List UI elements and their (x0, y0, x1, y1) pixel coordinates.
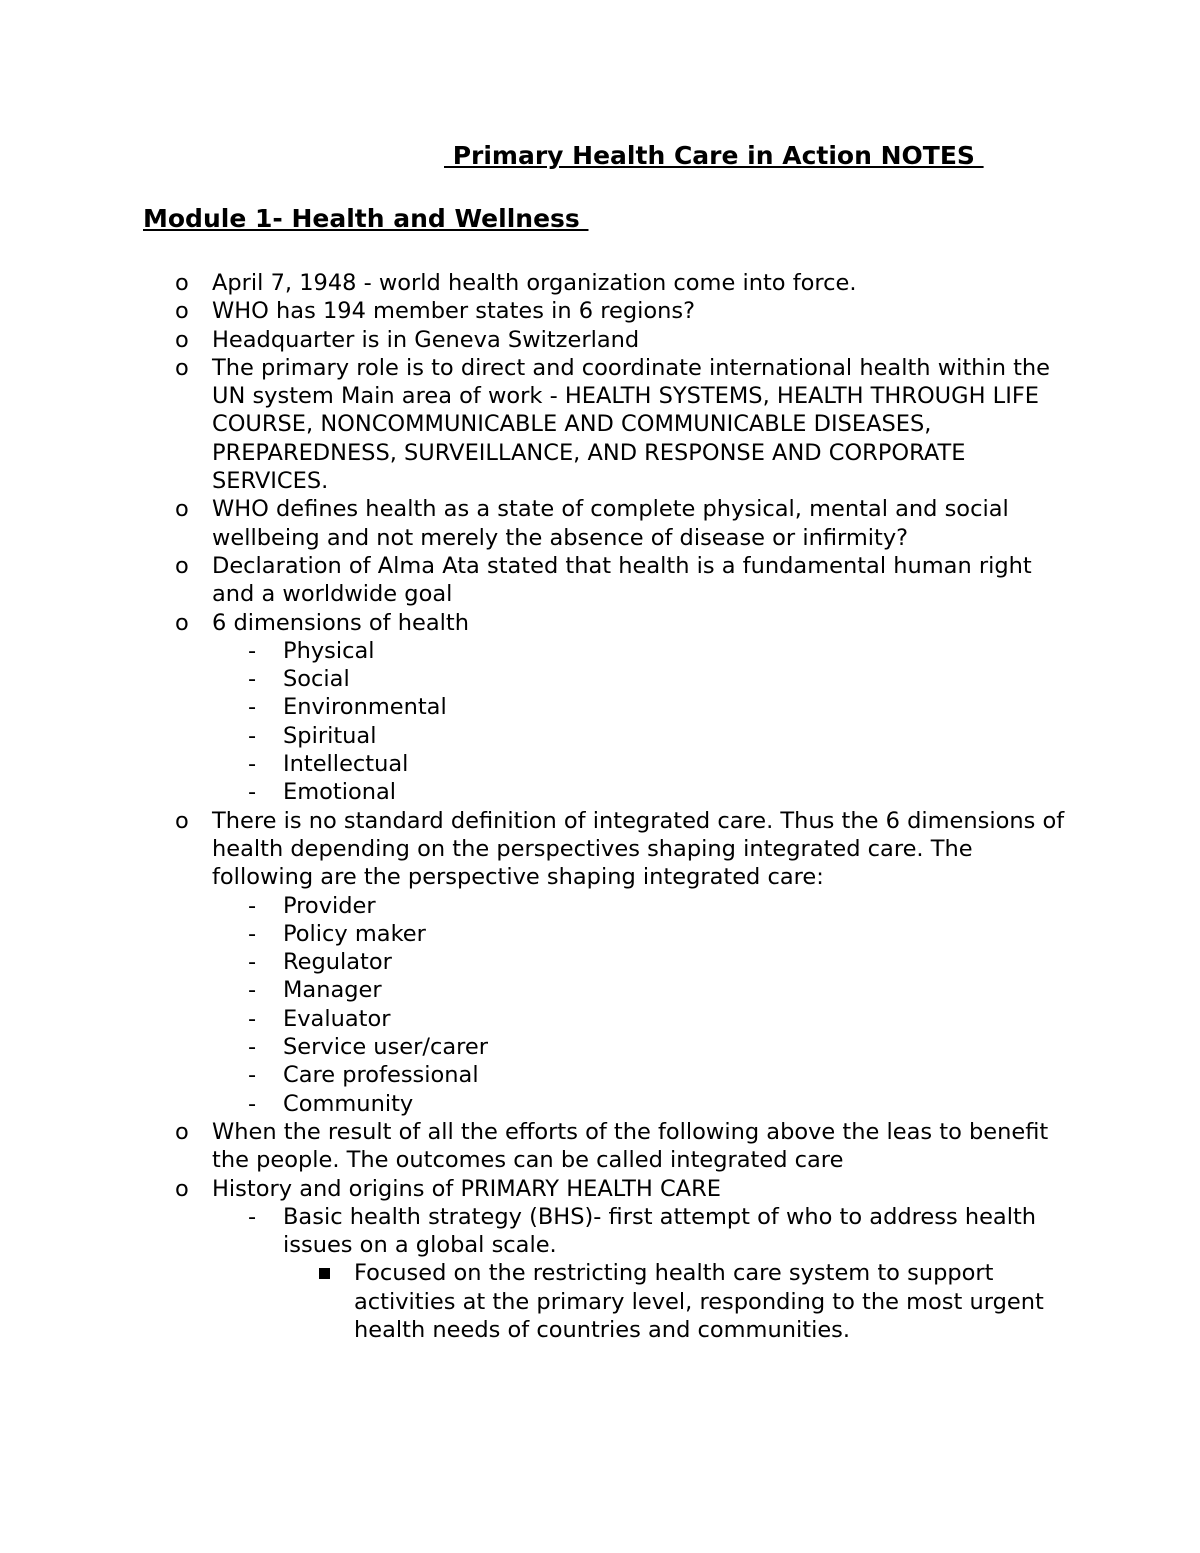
perspective-item (212, 948, 1080, 976)
history-detail-text: Focused on the restricting health care system to support activities at the primary level, responding to the most urgent health needs of countries and communities. (354, 1260, 1044, 1343)
circle-bullet-icon: o (175, 807, 189, 834)
list-item-text: April 7, 1948 - world health organization come into force. (212, 270, 857, 296)
dimension-item (212, 693, 1080, 721)
history-detail-list (283, 1259, 1080, 1344)
dash-bullet-icon: - (248, 1203, 257, 1230)
dash-bullet-icon: - (248, 892, 257, 919)
list-item (0, 1175, 1200, 1345)
dimension-label: Emotional (283, 779, 397, 806)
module-heading: Module 1- Health and Wellness (143, 204, 589, 233)
perspective-item (212, 1033, 1080, 1061)
perspective-item (212, 1005, 1080, 1033)
list-item (0, 609, 1200, 807)
dash-bullet-icon: - (248, 977, 257, 1004)
list-item-text: WHO defines health as a state of complete physical, mental and social wellbeing and not merely the absence of disease or infirmity? (212, 496, 1009, 551)
perspectives-list (212, 892, 1080, 1118)
circle-bullet-icon: o (175, 326, 189, 353)
list-item (0, 297, 1200, 325)
circle-bullet-icon: o (175, 270, 189, 296)
perspective-label: Community (283, 1090, 414, 1117)
dimension-label: Social (283, 666, 350, 693)
dash-bullet-icon: - (248, 779, 257, 806)
notes-list (0, 269, 1200, 1344)
dash-bullet-icon: - (248, 751, 257, 778)
dash-bullet-icon: - (248, 1034, 257, 1061)
list-item-text: Declaration of Alma Ata stated that health is a fundamental human right and a worldwide goal (212, 552, 1032, 608)
dash-bullet-icon: - (248, 1005, 257, 1032)
list-item (0, 354, 1200, 495)
dimension-item (212, 722, 1080, 750)
list-item (0, 552, 1200, 609)
perspective-label: Manager (283, 977, 382, 1004)
list-item (0, 326, 1200, 354)
dash-bullet-icon: - (248, 694, 257, 721)
circle-bullet-icon: o (175, 552, 189, 579)
circle-bullet-icon: o (175, 298, 189, 325)
dimensions-list (212, 637, 1080, 807)
perspective-label: Policy maker (283, 920, 426, 947)
list-item-text: The primary role is to direct and coordinate international health within the UN system Main area of work - HEALTH SYSTEMS, HEALTH THROUGH LIFE COURSE, NONCOMMUNICABLE AND COMMUNICABLE DISEASES, PREPAREDNESS, SURVEILLANCE, AND RESPONSE AND CORPORATE SERVICES. (212, 354, 1051, 495)
circle-bullet-icon: o (175, 1175, 189, 1202)
perspective-item (212, 920, 1080, 948)
perspective-item (212, 1090, 1080, 1118)
perspective-item (212, 892, 1080, 920)
history-item (212, 1203, 1080, 1344)
dash-bullet-icon: - (248, 722, 257, 749)
list-item (0, 269, 1200, 297)
history-detail-item (283, 1259, 1080, 1344)
perspective-label: Provider (283, 892, 376, 919)
dimension-label: Environmental (283, 694, 447, 721)
list-item (0, 1118, 1200, 1175)
dash-bullet-icon: - (248, 949, 257, 976)
circle-bullet-icon: o (175, 609, 189, 636)
dimension-label: Physical (283, 637, 375, 664)
perspective-label: Care professional (283, 1062, 479, 1089)
dimension-label: Intellectual (283, 751, 409, 778)
circle-bullet-icon: o (175, 496, 189, 523)
perspective-label: Regulator (283, 949, 392, 976)
list-item-text: 6 dimensions of health (212, 609, 469, 636)
list-item-text: WHO has 194 member states in 6 regions? (212, 298, 696, 325)
dimension-item (212, 778, 1080, 806)
dimension-label: Spiritual (283, 722, 377, 749)
list-item-text: There is no standard definition of integrated care. Thus the 6 dimensions of health depending on the perspectives shaping integrated care. The following are the perspective shaping integrated care: (212, 807, 1065, 891)
list-item-text: Headquarter is in Geneva Switzerland (212, 326, 640, 353)
perspective-label: Service user/carer (283, 1034, 488, 1061)
perspective-item (212, 976, 1080, 1004)
list-item (0, 807, 1200, 1118)
circle-bullet-icon: o (175, 354, 189, 381)
dash-bullet-icon: - (248, 920, 257, 947)
list-item-text: When the result of all the efforts of the following above the leas to benefit the people. The outcomes can be called integrated care (212, 1118, 1049, 1174)
list-item (0, 495, 1200, 552)
dimension-item (212, 750, 1080, 778)
history-item-text: Basic health strategy (BHS)- first attempt of who to address health issues on a global scale. (283, 1203, 1037, 1259)
circle-bullet-icon: o (175, 1118, 189, 1145)
dimension-item (212, 637, 1080, 665)
dash-bullet-icon: - (248, 1062, 257, 1089)
history-list (212, 1203, 1080, 1344)
dash-bullet-icon: - (248, 637, 257, 664)
dimension-item (212, 665, 1080, 693)
document-title: Primary Health Care in Action NOTES (444, 141, 984, 170)
square-bullet-icon (319, 1268, 330, 1279)
perspective-label: Evaluator (283, 1005, 391, 1032)
dash-bullet-icon: - (248, 1090, 257, 1117)
perspective-item (212, 1061, 1080, 1089)
list-item-text: History and origins of PRIMARY HEALTH CARE (212, 1175, 721, 1202)
dash-bullet-icon: - (248, 666, 257, 693)
